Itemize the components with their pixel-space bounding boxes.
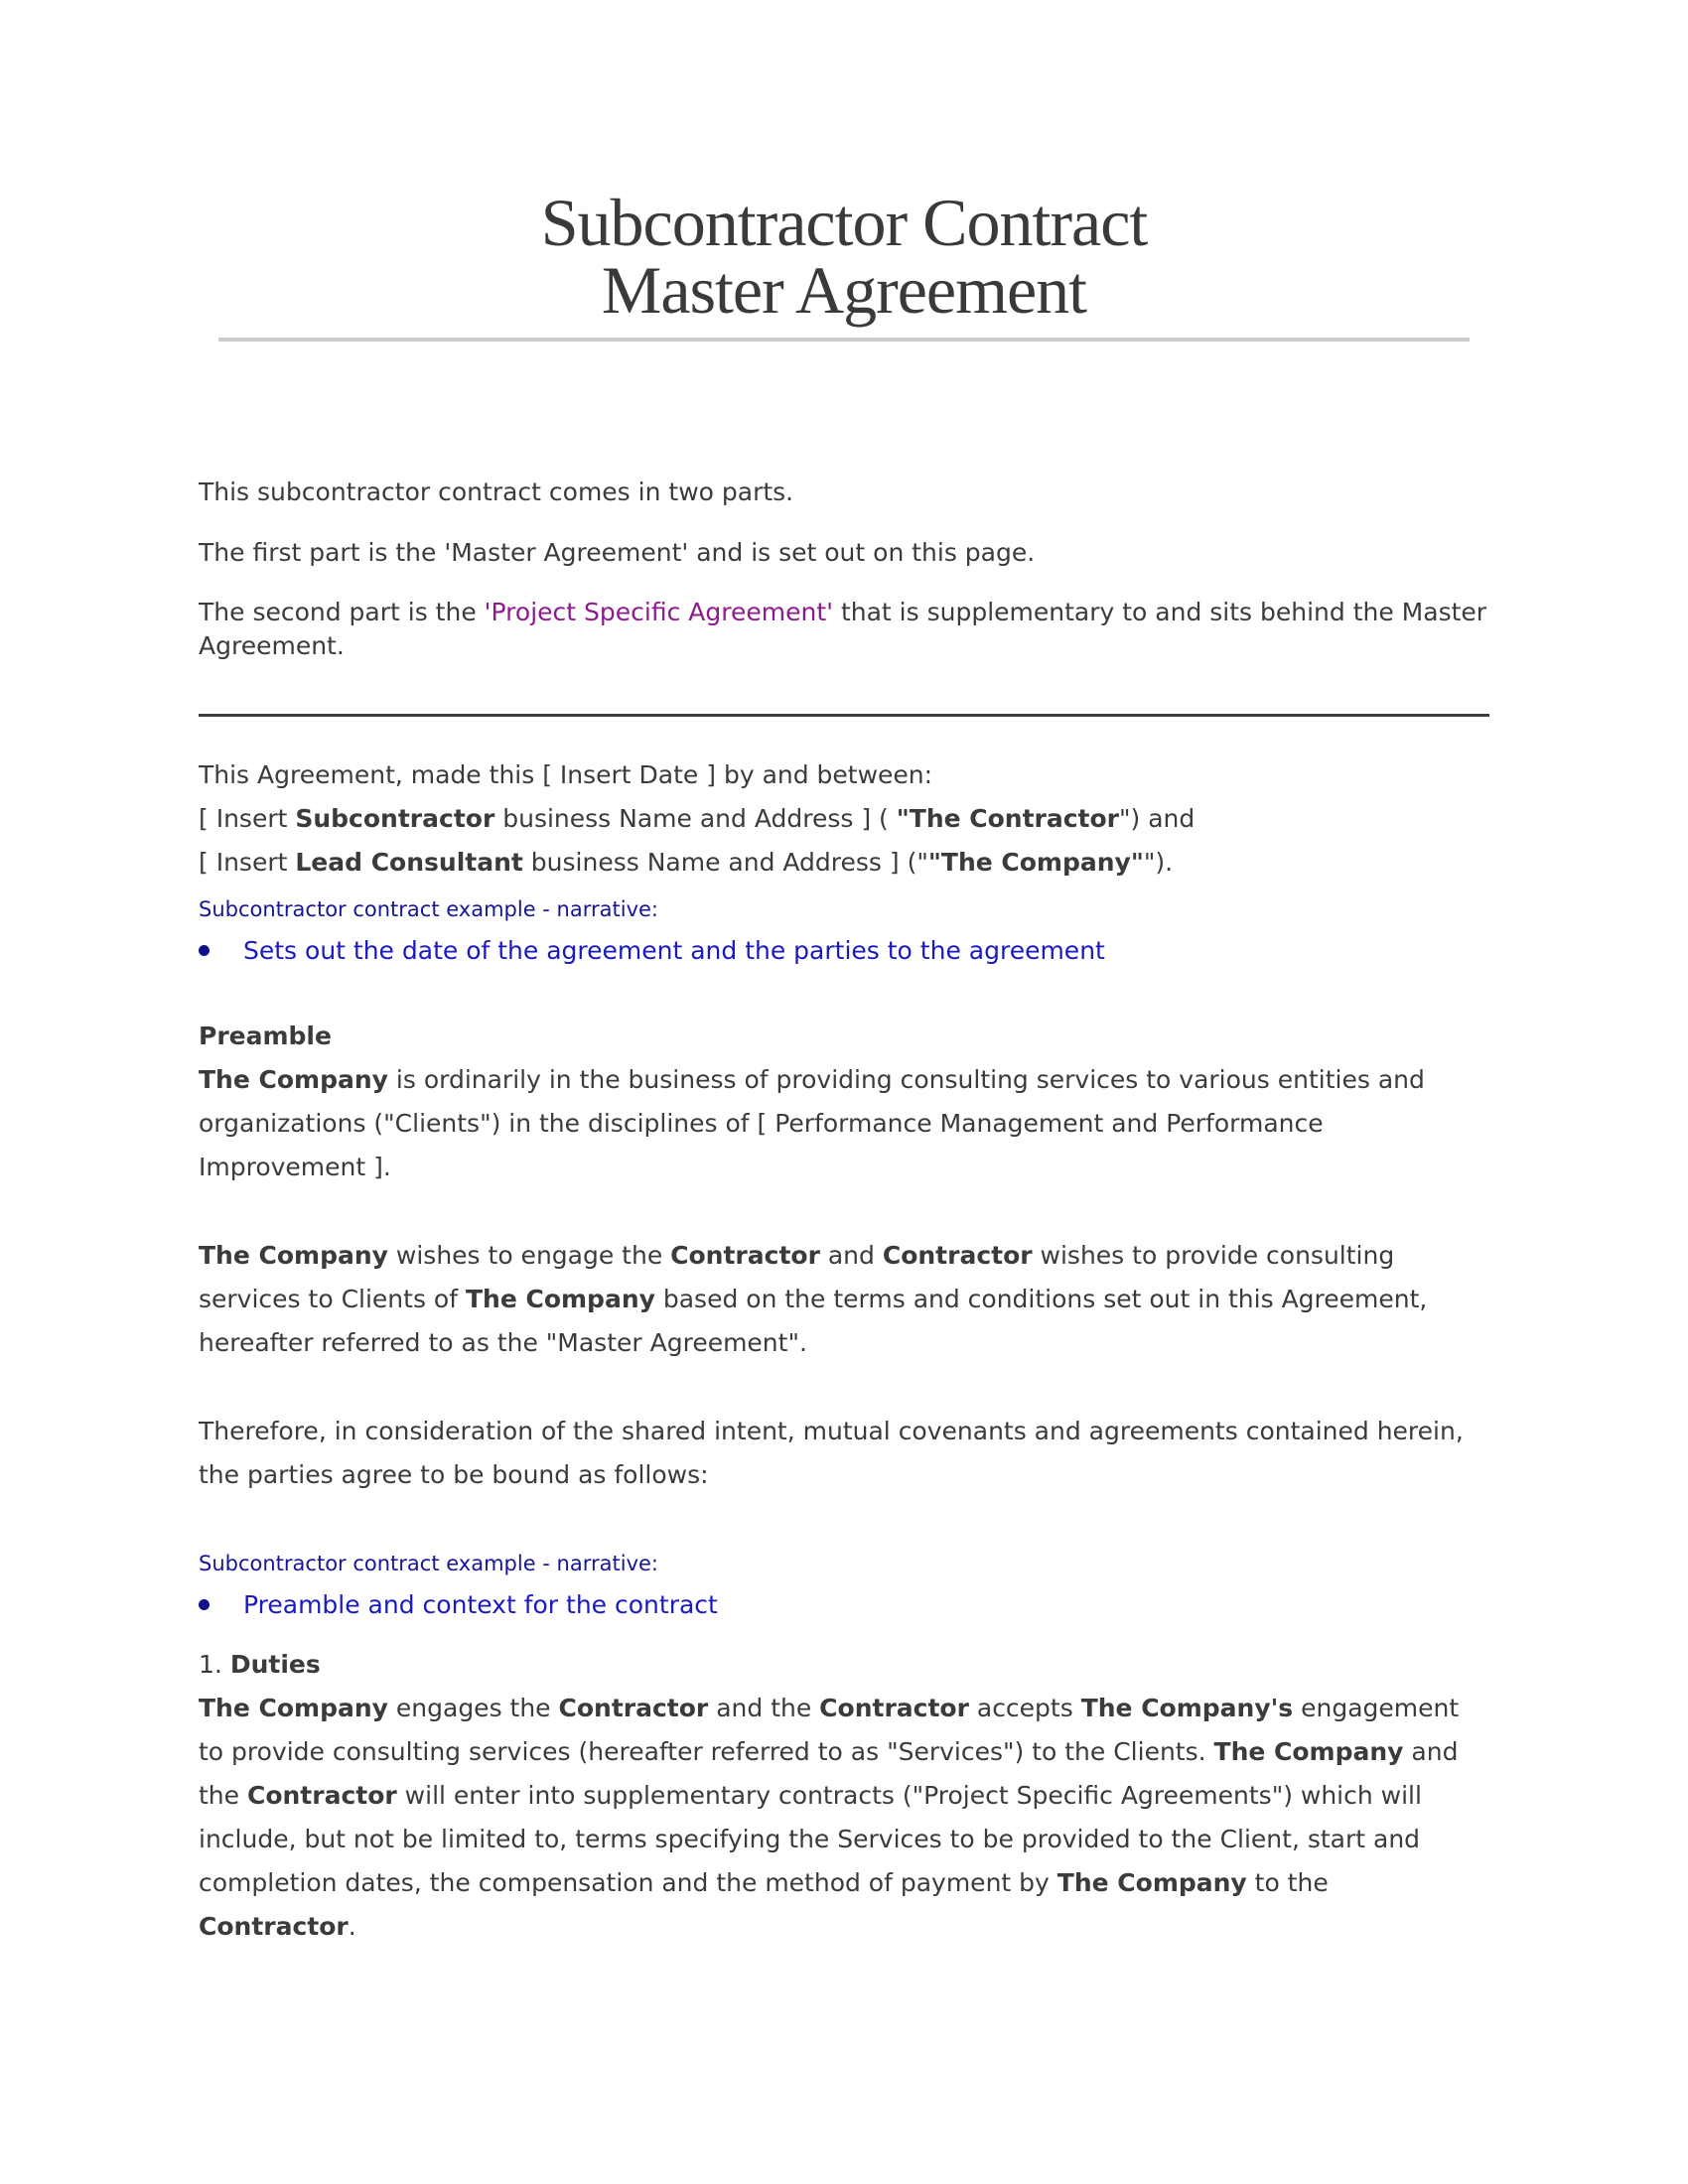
duties-heading: 1. Duties [199, 1650, 321, 1679]
title-divider [218, 338, 1470, 341]
narrative-bullet-item-1 [199, 934, 1489, 968]
preamble-paragraph-2: The Company wishes to engage the Contractor and Contractor wishes to provide consulting services to Clients of The Company based on the terms and conditions set out in this Agreement, hereafter referred to as the "Master Agreement". [199, 1241, 1428, 1357]
narrative-label-2: Subcontractor contract example - narrative: [199, 1552, 658, 1575]
project-specific-agreement-link[interactable]: 'Project Specific Agreement' [484, 598, 833, 626]
preamble-heading: Preamble [199, 1022, 332, 1050]
narrative-note-1 [199, 894, 1489, 968]
document-title-line-2: Master Agreement [601, 252, 1087, 328]
document-title [0, 185, 1688, 328]
section-divider [199, 714, 1489, 717]
preamble-section [199, 1015, 1489, 1497]
narrative-bullet-item-2 [199, 1588, 1489, 1622]
intro-paragraph-3: The second part is the 'Project Specific Agreement' that is supplementary to and sits behind the Master Agreement. [199, 598, 1487, 660]
bullet-marker [199, 945, 210, 956]
parties-line-1: This Agreement, made this [ Insert Date ] by and between: [199, 760, 933, 789]
preamble-paragraph-1: The Company is ordinarily in the business of providing consulting services to various entities and organizations ("Clients") in the disciplines of [ Performance Management and Performance Improvement ]. [199, 1065, 1425, 1181]
narrative-label-1: Subcontractor contract example - narrative: [199, 897, 658, 921]
narrative-bullet-text-2: Preamble and context for the contract [243, 1590, 718, 1619]
document-body [199, 476, 1489, 1949]
duties-paragraph: The Company engages the Contractor and the Contractor accepts The Company's engagement to provide consulting services (hereafter referred to as "Services") to the Clients. The Company and the Contractor will enter into supplementary contracts ("Project Specific Agreements") which will include, but not be limited to, terms specifying the Services to be provided to the Client, start and completion dates, the compensation and the method of payment by The Company to the Contractor. [199, 1694, 1460, 1941]
intro-paragraph-2: The first part is the 'Master Agreement' and is set out on this page. [199, 538, 1036, 567]
document-header [0, 0, 1688, 341]
preamble-paragraph-3: Therefore, in consideration of the shared intent, mutual covenants and agreements contained herein, the parties agree to be bound as follows: [199, 1417, 1464, 1489]
bullet-marker [199, 1599, 210, 1610]
parties-line-2: [ Insert Subcontractor business Name and Address ] ( "The Contractor") and [199, 804, 1196, 833]
duties-section [199, 1643, 1489, 1949]
document-title-line-1: Subcontractor Contract [540, 185, 1148, 260]
narrative-note-2 [199, 1549, 1489, 1622]
parties-line-3: [ Insert Lead Consultant business Name and Address ] (""The Company""). [199, 848, 1174, 877]
intro-paragraph-1: This subcontractor contract comes in two parts. [199, 478, 794, 506]
parties-block [199, 753, 1489, 885]
narrative-bullet-text-1: Sets out the date of the agreement and the parties to the agreement [243, 936, 1105, 965]
